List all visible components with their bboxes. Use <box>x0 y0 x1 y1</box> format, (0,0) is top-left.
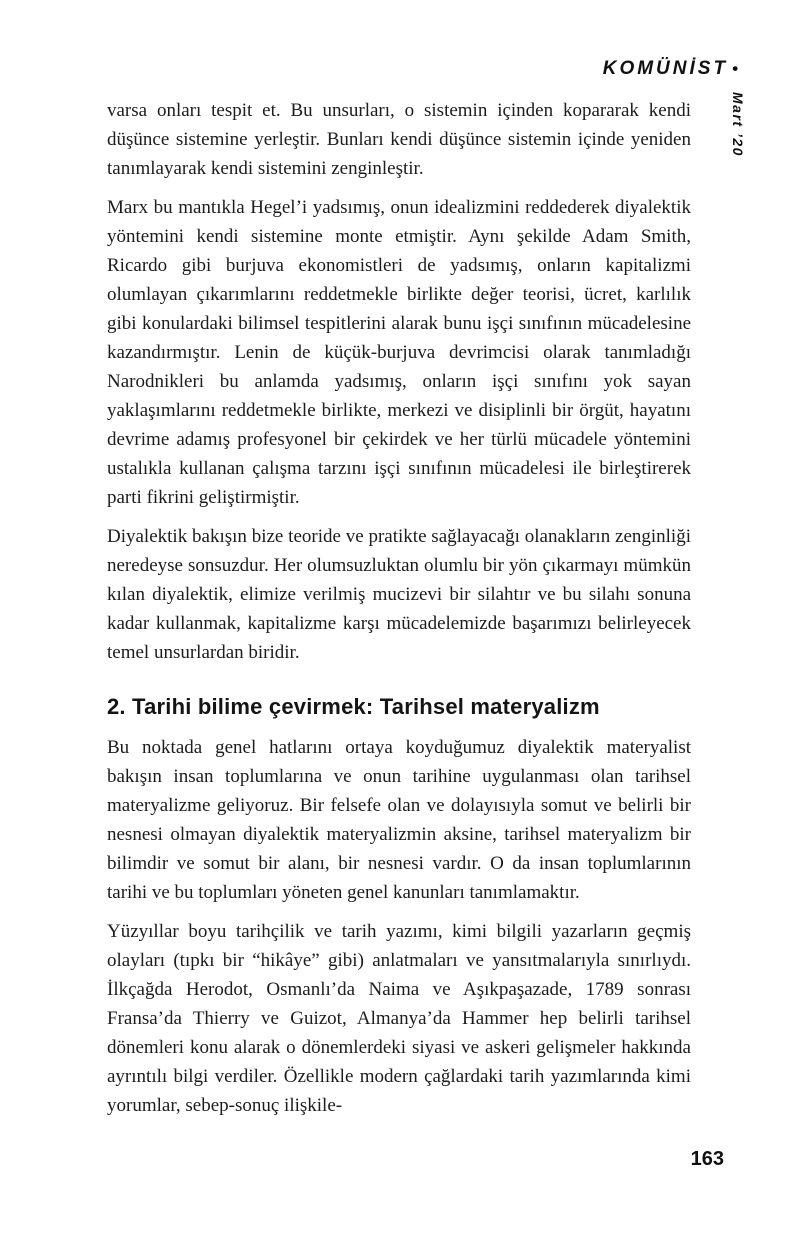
issue-date: Mart ’20 <box>730 92 746 157</box>
paragraph: Yüzyıllar boyu tarihçilik ve tarih yazımı, kimi bilgili yazarların geçmiş olayları (tıpkı bir “hikâye” gibi) anlatmaları ve yansıtmalarıyla sınırlıydı. İlkçağda Herodot, Osmanlı’da Naima ve Aşıkpaşazade, 1789 sonrası Fransa’da Thierry ve Guizot, Almanya’da Hammer hep belirli tarihsel dönemleri konu alarak o dönemlerdeki siyasi ve askeri gelişmeler hakkında ayrıntılı bilgi verdiler. Özellikle modern çağlardaki tarih yazımlarında kimi yorumlar, sebep-sonuç ilişkile- <box>107 921 691 1116</box>
paragraph: Bu noktada genel hatlarını ortaya koyduğumuz diyalektik materyalist bakışın insan toplumlarına ve onun tarihine uygulanması olan tarihsel materyalizme geliyoruz. Bir felsefe olan ve dolayısıyla somut ve belirli bir nesnesi olmayan diyalektik materyalizmin aksine, tarihsel materyalizm bir bilimdir ve somut bir alanı, bir nesnesi vardır. O da insan toplumlarının tarihi ve bu toplumları yöneten genel kanunları tanımlamaktır. <box>107 737 691 903</box>
page-number: 163 <box>690 1148 724 1170</box>
paragraph: Marx bu mantıkla Hegel’i yadsımış, onun idealizmini reddederek diyalektik yöntemini kendi sistemine monte etmiştir. Aynı şekilde Adam Smith, Ricardo gibi burjuva ekonomistleri de yadsımış, onların kapitalizmi olumlayan çıkarımlarını reddetmekle birlikte değer teorisi, ücret, karlılık gibi konulardaki bilimsel tespitlerini alarak bunu işçi sınıfının mücadelesine kazandırmıştır. Lenin de küçük-burjuva devrimcisi olarak tanımladığı Narodnikleri bu anlamda yadsımış, onların işçi sınıfını yok sayan yaklaşımlarını reddetmekle birlikte, merkezi ve disiplinli bir örgüt, hayatını devrime adamış profesyonel bir çekirdek ve her türlü mücadele yöntemini ustalıkla kullanan çalışma tarzını işçi sınıfının mücadelesi ile birleştirerek parti fikrini geliştirmiştir. <box>107 197 691 508</box>
running-header <box>603 58 738 80</box>
paragraph: varsa onları tespit et. Bu unsurları, o sistemin içinden kopararak kendi düşünce sistemine yerleştir. Bunları kendi düşünce sistemin içinde yeniden tanımlayarak kendi sistemini zenginleştir. <box>107 100 691 179</box>
paragraph: Diyalektik bakışın bize teoride ve pratikte sağlayacağı olanakların zenginliği neredeyse sonsuzdur. Her olumsuzluktan olumlu bir yön çıkarmayı mümkün kılan diyalektik, elimize verilmiş mucizevi bir silahtır ve bu silahı sonuna kadar kullanmak, kapitalizme karşı mücadelemizde başarımızı belirleyecek temel unsurlardan biridir. <box>107 526 691 663</box>
section-heading: 2. Tarihi bilime çevirmek: Tarihsel materyalizm <box>107 694 600 719</box>
journal-title: KOMÜNİST <box>602 58 729 79</box>
bullet-icon: • <box>732 59 738 78</box>
page-content <box>107 96 691 1130</box>
